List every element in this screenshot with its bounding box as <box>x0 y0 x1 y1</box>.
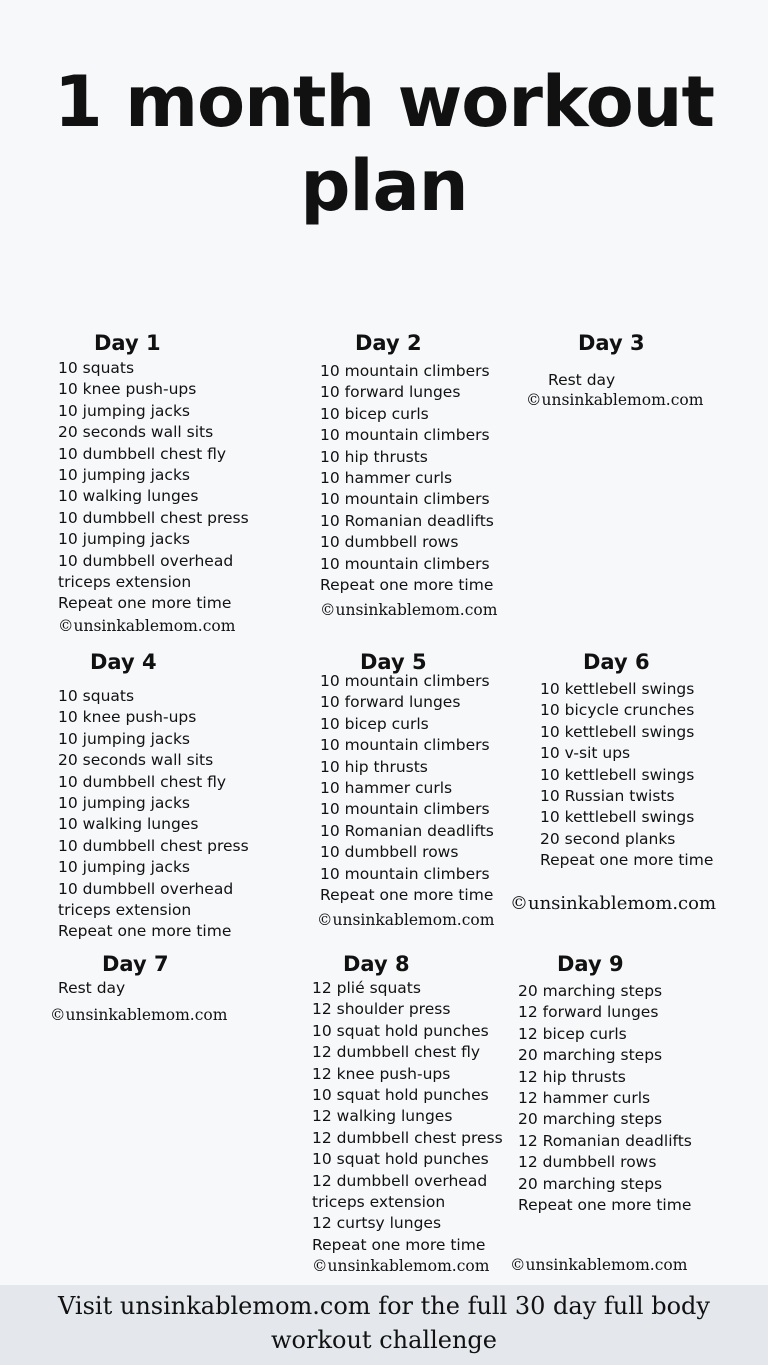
copyright-credit: ©unsinkablemom.com <box>312 1257 490 1275</box>
exercise-item: 10 dumbbell overhead <box>58 551 234 570</box>
exercise-item: 20 marching steps <box>518 1110 663 1129</box>
exercise-item: 12 plié squats <box>312 979 421 997</box>
day-6-title: Day 6 <box>583 650 650 674</box>
exercise-item: 20 marching steps <box>518 1046 663 1065</box>
day-1-exercise-list <box>58 358 249 615</box>
exercise-item: 10 hammer curls <box>320 778 453 797</box>
exercise-item: 10 jumping jacks <box>58 793 190 812</box>
exercise-item: Repeat one more time <box>320 575 494 594</box>
exercise-item: 10 jumping jacks <box>58 729 190 748</box>
exercise-item: 10 dumbbell chest press <box>58 836 249 855</box>
exercise-item: Repeat one more time <box>58 922 232 941</box>
exercise-item: 10 Romanian deadlifts <box>320 511 494 530</box>
day-3-exercise-list <box>548 370 615 391</box>
day-4-title: Day 4 <box>90 650 157 674</box>
exercise-item: 12 knee push-ups <box>312 1064 451 1083</box>
exercise-item: 20 marching steps <box>518 1174 663 1193</box>
day-5-title: Day 5 <box>360 650 427 674</box>
exercise-item: 10 hip thrusts <box>320 757 428 776</box>
exercise-item: 10 forward lunges <box>320 693 461 712</box>
exercise-item: 10 mountain climbers <box>320 736 490 755</box>
exercise-item: 10 knee push-ups <box>58 380 197 399</box>
copyright-credit: ©unsinkablemom.com <box>510 893 717 914</box>
exercise-item: 10 squat hold punches <box>312 1021 489 1040</box>
exercise-item: 10 dumbbell rows <box>320 843 459 862</box>
exercise-item: 10 dumbbell chest fly <box>58 772 227 791</box>
exercise-item: Rest day <box>548 371 616 389</box>
exercise-item: Repeat one more time <box>320 885 494 904</box>
exercise-item: 10 mountain climbers <box>320 554 490 573</box>
day-8-title: Day 8 <box>343 952 410 976</box>
exercise-item: 10 dumbbell chest fly <box>58 444 227 463</box>
page-title: 1 month workout plan <box>54 61 714 227</box>
exercise-item: 10 kettlebell swings <box>540 722 695 741</box>
exercise-item: 20 seconds wall sits <box>58 751 214 770</box>
exercise-item: 20 second planks <box>540 829 676 848</box>
day-1-title: Day 1 <box>94 331 161 355</box>
exercise-item: 12 Romanian deadlifts <box>518 1131 692 1150</box>
day-9-title: Day 9 <box>557 952 624 976</box>
copyright-credit: ©unsinkablemom.com <box>510 1256 688 1274</box>
copyright-credit: ©unsinkablemom.com <box>526 391 704 409</box>
exercise-item: Rest day <box>58 979 126 997</box>
exercise-item: 10 jumping jacks <box>58 401 190 420</box>
exercise-item: 12 hip thrusts <box>518 1067 626 1086</box>
copyright-credit: ©unsinkablemom.com <box>320 601 498 619</box>
exercise-item: 12 hammer curls <box>518 1088 651 1107</box>
exercise-item: 12 dumbbell chest press <box>312 1128 503 1147</box>
exercise-item: Repeat one more time <box>312 1235 486 1254</box>
exercise-item: 10 mountain climbers <box>320 800 490 819</box>
day-7-exercise-list <box>58 978 125 999</box>
exercise-item: 10 mountain climbers <box>320 426 490 445</box>
exercise-item: Repeat one more time <box>518 1195 692 1214</box>
exercise-item: 12 dumbbell chest fly <box>312 1043 481 1062</box>
exercise-item: 10 jumping jacks <box>58 465 190 484</box>
copyright-credit: ©unsinkablemom.com <box>58 617 236 635</box>
day-4-exercise-list <box>58 686 249 943</box>
exercise-item: 10 squats <box>58 687 135 705</box>
copyright-credit: ©unsinkablemom.com <box>50 1006 228 1024</box>
footer-banner <box>0 1285 768 1365</box>
exercise-item: 12 forward lunges <box>518 1003 659 1022</box>
exercise-item: 10 hammer curls <box>320 468 453 487</box>
exercise-item: 12 walking lunges <box>312 1107 453 1126</box>
day-6-exercise-list <box>540 679 713 872</box>
exercise-item: 10 Romanian deadlifts <box>320 821 494 840</box>
exercise-item: 10 bicycle crunches <box>540 701 695 720</box>
exercise-item: 12 dumbbell overhead <box>312 1171 488 1190</box>
exercise-item: 10 v-sit ups <box>540 744 631 763</box>
day-7-title: Day 7 <box>102 952 169 976</box>
exercise-item: 12 dumbbell rows <box>518 1153 657 1172</box>
exercise-item: 10 forward lunges <box>320 383 461 402</box>
exercise-item: 10 dumbbell overhead <box>58 879 234 898</box>
footer-cta-text: Visit unsinkablemom.com for the full 30 day full body workout challenge <box>58 1292 710 1354</box>
exercise-item: 10 jumping jacks <box>58 530 190 549</box>
exercise-item: 12 bicep curls <box>518 1024 627 1043</box>
exercise-item: 10 kettlebell swings <box>540 765 695 784</box>
day-2-title: Day 2 <box>355 331 422 355</box>
exercise-item: 10 jumping jacks <box>58 858 190 877</box>
copyright-credit: ©unsinkablemom.com <box>317 911 495 929</box>
day-2-exercise-list <box>320 361 494 596</box>
exercise-item: 20 marching steps <box>518 982 663 1000</box>
exercise-item: 12 shoulder press <box>312 1000 451 1019</box>
exercise-item: 10 squats <box>58 359 135 377</box>
exercise-item: 10 squat hold punches <box>312 1150 489 1169</box>
exercise-item: triceps extension <box>58 900 192 919</box>
day-9-exercise-list <box>518 981 692 1216</box>
exercise-item: triceps extension <box>312 1192 446 1211</box>
exercise-item: 20 seconds wall sits <box>58 423 214 442</box>
exercise-item: triceps extension <box>58 572 192 591</box>
exercise-item: 10 kettlebell swings <box>540 680 695 698</box>
exercise-item: 10 mountain climbers <box>320 490 490 509</box>
exercise-item: 10 bicep curls <box>320 714 429 733</box>
exercise-item: 10 squat hold punches <box>312 1085 489 1104</box>
exercise-item: 10 mountain climbers <box>320 672 490 690</box>
exercise-item: 10 mountain climbers <box>320 864 490 883</box>
exercise-item: 10 dumbbell rows <box>320 533 459 552</box>
day-5-exercise-list <box>320 671 494 906</box>
exercise-item: Repeat one more time <box>58 594 232 613</box>
exercise-item: 10 Russian twists <box>540 786 675 805</box>
exercise-item: 10 mountain climbers <box>320 362 490 380</box>
exercise-item: 10 dumbbell chest press <box>58 508 249 527</box>
exercise-item: 10 walking lunges <box>58 815 199 834</box>
exercise-item: 10 bicep curls <box>320 404 429 423</box>
exercise-item: 10 walking lunges <box>58 487 199 506</box>
exercise-item: Repeat one more time <box>540 851 714 870</box>
exercise-item: 10 hip thrusts <box>320 447 428 466</box>
day-8-exercise-list <box>312 978 503 1256</box>
exercise-item: 10 kettlebell swings <box>540 808 695 827</box>
exercise-item: 12 curtsy lunges <box>312 1214 442 1233</box>
day-3-title: Day 3 <box>578 331 645 355</box>
exercise-item: 10 knee push-ups <box>58 708 197 727</box>
